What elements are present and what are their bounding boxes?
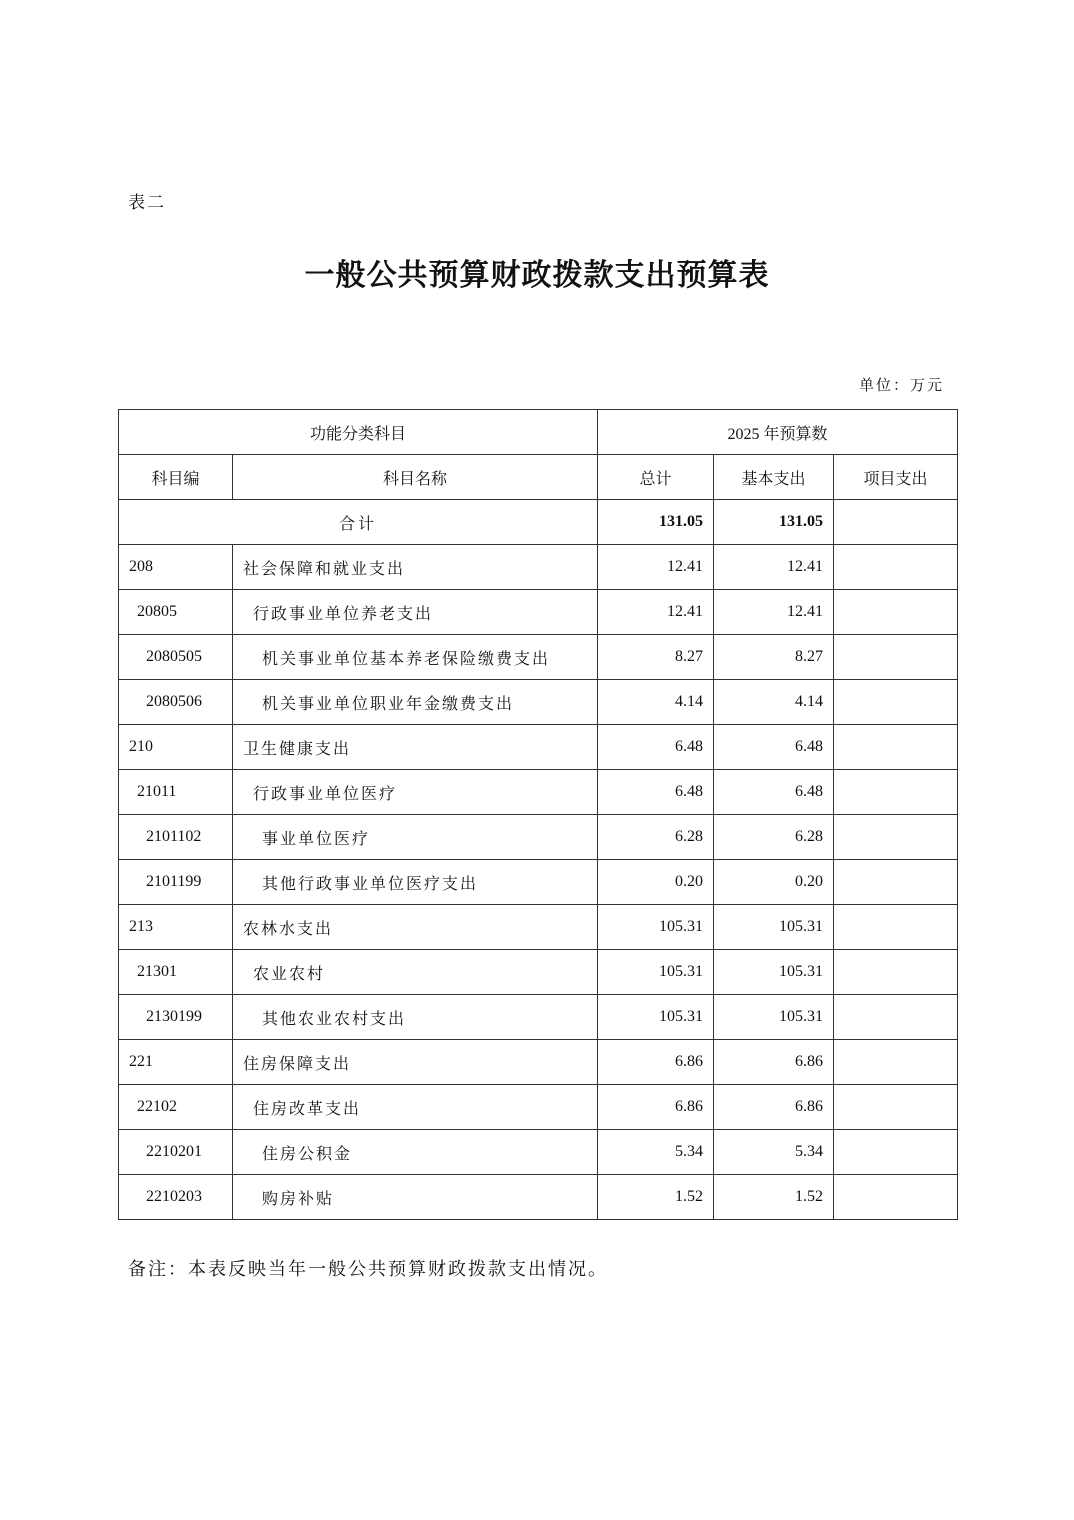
row-total: 0.20 xyxy=(598,860,714,905)
row-total: 6.86 xyxy=(598,1040,714,1085)
header-group-row xyxy=(119,410,958,455)
col-header-code: 科目编 xyxy=(119,455,233,500)
row-code: 208 xyxy=(119,545,233,590)
row-name: 卫生健康支出 xyxy=(233,725,598,770)
table-row xyxy=(119,1085,958,1130)
row-total: 105.31 xyxy=(598,905,714,950)
header-function-category: 功能分类科目 xyxy=(119,410,598,455)
row-project xyxy=(834,1040,958,1085)
row-project xyxy=(834,635,958,680)
table-row xyxy=(119,1040,958,1085)
row-project xyxy=(834,545,958,590)
col-header-total: 总计 xyxy=(598,455,714,500)
row-project xyxy=(834,950,958,995)
row-project xyxy=(834,770,958,815)
row-project xyxy=(834,860,958,905)
table-row xyxy=(119,545,958,590)
row-total: 6.48 xyxy=(598,725,714,770)
row-code: 2210203 xyxy=(119,1175,233,1220)
row-code: 22102 xyxy=(119,1085,233,1130)
row-name: 机关事业单位职业年金缴费支出 xyxy=(233,680,598,725)
row-basic: 1.52 xyxy=(714,1175,834,1220)
table-row xyxy=(119,635,958,680)
table-row xyxy=(119,1175,958,1220)
row-name: 其他行政事业单位医疗支出 xyxy=(233,860,598,905)
header-column-row xyxy=(119,455,958,500)
row-basic: 12.41 xyxy=(714,590,834,635)
total-project xyxy=(834,500,958,545)
row-name: 行政事业单位医疗 xyxy=(233,770,598,815)
row-code: 21011 xyxy=(119,770,233,815)
table-row xyxy=(119,725,958,770)
row-total: 12.41 xyxy=(598,545,714,590)
row-code: 2080506 xyxy=(119,680,233,725)
page-title: 一般公共预算财政拨款支出预算表 xyxy=(304,258,770,293)
row-project xyxy=(834,1130,958,1175)
row-code: 2130199 xyxy=(119,995,233,1040)
row-name: 农林水支出 xyxy=(233,905,598,950)
budget-table xyxy=(118,409,958,1220)
row-project xyxy=(834,590,958,635)
row-name: 其他农业农村支出 xyxy=(233,995,598,1040)
row-basic: 12.41 xyxy=(714,545,834,590)
row-basic: 6.86 xyxy=(714,1085,834,1130)
total-row xyxy=(119,500,958,545)
row-name: 机关事业单位基本养老保险缴费支出 xyxy=(233,635,598,680)
row-code: 2101199 xyxy=(119,860,233,905)
total-label: 合计 xyxy=(119,500,598,545)
row-basic: 105.31 xyxy=(714,905,834,950)
row-total: 105.31 xyxy=(598,950,714,995)
row-total: 6.86 xyxy=(598,1085,714,1130)
row-basic: 5.34 xyxy=(714,1130,834,1175)
table-row xyxy=(119,770,958,815)
col-header-basic: 基本支出 xyxy=(714,455,834,500)
col-header-project: 项目支出 xyxy=(834,455,958,500)
unit-label: 单位：万元 xyxy=(858,376,944,394)
row-code: 2080505 xyxy=(119,635,233,680)
row-name: 事业单位医疗 xyxy=(233,815,598,860)
table-row xyxy=(119,860,958,905)
row-project xyxy=(834,815,958,860)
row-project xyxy=(834,1085,958,1130)
row-basic: 105.31 xyxy=(714,995,834,1040)
row-name: 住房保障支出 xyxy=(233,1040,598,1085)
row-name: 行政事业单位养老支出 xyxy=(233,590,598,635)
table-row xyxy=(119,950,958,995)
table-label: 表二 xyxy=(128,193,166,213)
table-row xyxy=(119,590,958,635)
row-total: 5.34 xyxy=(598,1130,714,1175)
row-project xyxy=(834,905,958,950)
row-basic: 6.48 xyxy=(714,725,834,770)
table-row xyxy=(119,905,958,950)
row-code: 2101102 xyxy=(119,815,233,860)
row-name: 住房改革支出 xyxy=(233,1085,598,1130)
table-row xyxy=(119,680,958,725)
row-total: 12.41 xyxy=(598,590,714,635)
row-basic: 4.14 xyxy=(714,680,834,725)
row-project xyxy=(834,995,958,1040)
row-basic: 6.48 xyxy=(714,770,834,815)
row-project xyxy=(834,1175,958,1220)
row-name: 农业农村 xyxy=(233,950,598,995)
row-basic: 0.20 xyxy=(714,860,834,905)
col-header-name: 科目名称 xyxy=(233,455,598,500)
row-total: 8.27 xyxy=(598,635,714,680)
table-row xyxy=(119,995,958,1040)
row-code: 210 xyxy=(119,725,233,770)
total-total: 131.05 xyxy=(598,500,714,545)
table-row xyxy=(119,815,958,860)
row-total: 6.48 xyxy=(598,770,714,815)
row-total: 6.28 xyxy=(598,815,714,860)
row-project xyxy=(834,725,958,770)
row-total: 105.31 xyxy=(598,995,714,1040)
row-code: 213 xyxy=(119,905,233,950)
row-name: 住房公积金 xyxy=(233,1130,598,1175)
row-name: 购房补贴 xyxy=(233,1175,598,1220)
row-basic: 8.27 xyxy=(714,635,834,680)
row-code: 221 xyxy=(119,1040,233,1085)
row-name: 社会保障和就业支出 xyxy=(233,545,598,590)
total-basic: 131.05 xyxy=(714,500,834,545)
row-basic: 6.28 xyxy=(714,815,834,860)
row-basic: 105.31 xyxy=(714,950,834,995)
table-row xyxy=(119,1130,958,1175)
row-code: 20805 xyxy=(119,590,233,635)
row-code: 2210201 xyxy=(119,1130,233,1175)
row-total: 1.52 xyxy=(598,1175,714,1220)
row-code: 21301 xyxy=(119,950,233,995)
footnote: 备注：本表反映当年一般公共预算财政拨款支出情况。 xyxy=(128,1259,608,1280)
row-total: 4.14 xyxy=(598,680,714,725)
row-project xyxy=(834,680,958,725)
row-basic: 6.86 xyxy=(714,1040,834,1085)
header-budget-year: 2025 年预算数 xyxy=(598,410,958,455)
